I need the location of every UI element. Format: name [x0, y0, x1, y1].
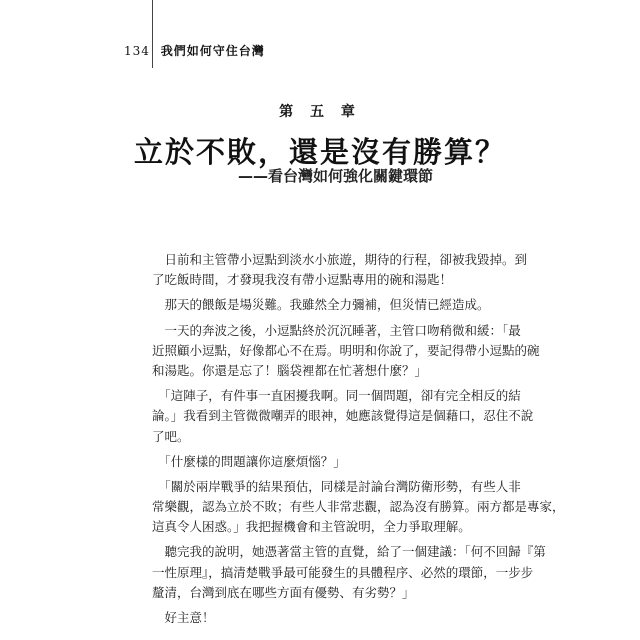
text-line: 近照顧小逗點，好像都心不在焉。明明和你說了，要記得帶小逗點的碗: [152, 342, 540, 358]
text-line: 和湯匙。你還是忘了！腦袋裡都在忙著想什麼？」: [152, 362, 428, 378]
text-line: 了吃飯時間，才發現我沒有帶小逗點專用的碗和湯匙！: [152, 272, 453, 288]
text-line: 這真令人困惑。」我把握機會和主管說明，全力爭取理解。: [152, 519, 471, 535]
running-header: [124, 42, 265, 59]
text-line: 好主意！: [152, 610, 215, 625]
text-line: 日前和主管帶小逗點到淡水小旅遊，期待的行程，卻被我毀掉。到: [152, 252, 528, 267]
paragraph: [152, 321, 540, 382]
paragraph: [152, 386, 534, 447]
text-line: 聽完我的說明，她憑著當主管的直覺，給了一個建議：「何不回歸『第: [152, 544, 546, 560]
text-line: 一天的奔波之後，小逗點終於沉沉睡著，主管口吻稍微和緩：「最: [152, 322, 521, 338]
text-line: 那天的餵飯是場災難。我雖然全力彌補，但災情已經造成。: [152, 297, 490, 313]
text-line: 了吧。: [152, 428, 190, 444]
text-line: 常樂觀，認為立於不敗；有些人非常悲觀，認為沒有勝算。兩方都是專家，: [152, 499, 565, 515]
body-text: [152, 250, 565, 628]
paragraph: [152, 608, 512, 628]
text-line: 「關於兩岸戰爭的結果預估，同樣是討論台灣防衛形勢，有些人非: [152, 478, 521, 494]
paragraph: [152, 477, 565, 538]
text-line: 釐清，台灣到底在哪些方面有優勢、有劣勢？」: [152, 584, 415, 600]
chapter-title: 立於不敗，還是沒有勝算？: [133, 135, 506, 169]
book-title: 我們如何守住台灣: [160, 44, 265, 58]
chapter-subtitle: ——看台灣如何強化關鍵環節: [238, 167, 434, 185]
paragraph: [152, 295, 512, 315]
text-line: 論。」我看到主管微微嘲弄的眼神，她應該覺得這是個藉口，忍住不說: [152, 408, 534, 424]
text-line: 「這陣子，有件事一直困擾我啊。同一個問題，卻有完全相反的結: [152, 388, 521, 404]
text-line: 「什麼樣的問題讓你這麼煩惱？」: [152, 453, 346, 469]
paragraph: [152, 452, 512, 472]
text-line: 一性原理』，搞清楚戰爭最可能發生的具體程序、必然的環節，一步步: [152, 564, 534, 580]
paragraph: [152, 250, 528, 290]
paragraph: [152, 542, 546, 603]
chapter-label: 第 五 章: [279, 104, 361, 120]
page-number: 134: [124, 44, 150, 58]
